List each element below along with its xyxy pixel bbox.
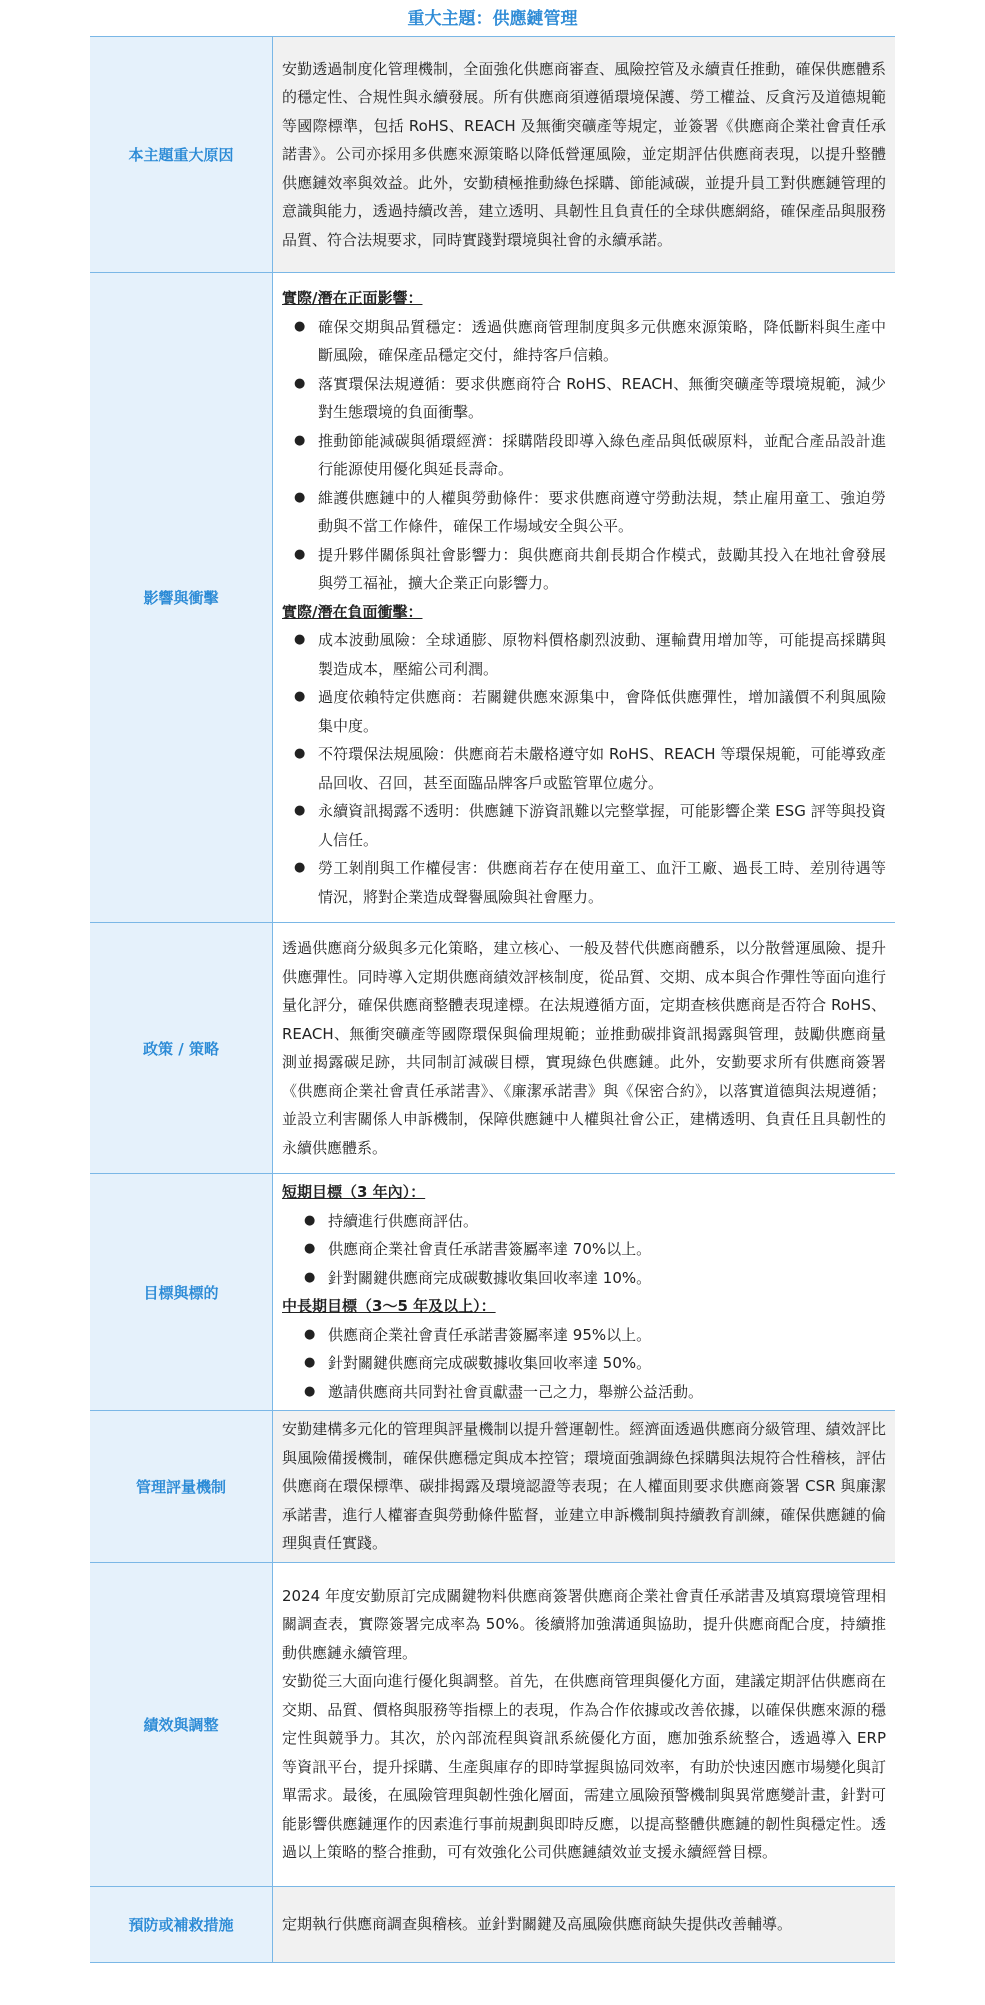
table-row	[90, 1562, 895, 1886]
list-item: ● 提升夥伴關係與社會影響力：與供應商共創長期合作模式，鼓勵其投入在地社會發展與勞工福祉，擴大企業正向影響力。	[282, 541, 886, 598]
performance-text-1: 2024 年度安勤原訂完成關鍵物料供應商簽署供應商企業社會責任承諾書及填寫環境管理相關調查表，實際簽署完成率為 50%。後續將加強溝通與協助，提升供應商配合度，持續推動供應鏈永續管理。	[282, 1586, 886, 1662]
table-row	[90, 1174, 895, 1411]
list-item: ● 供應商企業社會責任承諾書簽屬率達 70%以上。	[282, 1235, 886, 1264]
negative-heading: 實際/潛在負面衝擊：	[282, 602, 423, 621]
list-item: ● 邀請供應商共同對社會貢獻盡一己之力，舉辦公益活動。	[282, 1378, 886, 1407]
list-item: ● 不符環保法規風險：供應商若未嚴格遵守如 RoHS、REACH 等環保規範，可能導致產品回收、召回，甚至面臨品牌客戶或監管單位處分。	[282, 740, 886, 797]
list-item: ● 永續資訊揭露不透明：供應鏈下游資訊難以完整掌握，可能影響企業 ESG 評等與投資人信任。	[282, 797, 886, 854]
table-row	[90, 923, 895, 1174]
list-item: ● 針對關鍵供應商完成碳數據收集回收率達 10%。	[282, 1264, 886, 1293]
list-item: ● 確保交期與品質穩定：透過供應商管理制度與多元供應來源策略，降低斷料與生產中斷風險，確保產品穩定交付，維持客戶信賴。	[282, 313, 886, 370]
topic-table	[90, 36, 895, 1963]
list-item: ● 針對關鍵供應商完成碳數據收集回收率達 50%。	[282, 1349, 886, 1378]
list-item: ● 供應商企業社會責任承諾書簽屬率達 95%以上。	[282, 1321, 886, 1350]
table-row	[90, 273, 895, 923]
reason-text: 安勤透過制度化管理機制，全面強化供應商審查、風險控管及永續責任推動，確保供應體系的穩定性、合規性與永續發展。所有供應商須遵循環境保護、勞工權益、反貪污及道德規範等國際標準，包括 RoHS、REACH 及無衝突礦產等規定，並簽署《供應商企業社會責任承諾書》。公司亦採用多供應來源策略以降低營運風險，並定期評估供應商表現，以提升整體供應鏈效率與效益。此外，安勤積極推動綠色採購、節能減碳，並提升員工對供應鏈管理的意識與能力，透過持續改善，建立透明、具韌性且負責任的全球供應網絡，確保產品與服務品質、符合法規要求，同時實踐對環境與社會的永續承諾。	[282, 59, 886, 249]
positive-list	[282, 313, 886, 598]
row-label-reason: 本主題重大原因	[90, 37, 273, 273]
list-item: ● 勞工剝削與工作權侵害：供應商若存在使用童工、血汗工廠、過長工時、差別待遇等情況，將對企業造成聲譽風險與社會壓力。	[282, 854, 886, 911]
policy-text: 透過供應商分級與多元化策略，建立核心、一般及替代供應商體系，以分散營運風險、提升供應彈性。同時導入定期供應商績效評核制度，從品質、交期、成本與合作彈性等面向進行量化評分，確保供應商整體表現達標。在法規遵循方面，定期查核供應商是否符合 RoHS、REACH、無衝突礦產等國際環保與倫理規範；並推動碳排資訊揭露與管理，鼓勵供應商量測並揭露碳足跡，共同制訂減碳目標，實現綠色供應鏈。此外，安勤要求所有供應商簽署《供應商企業社會責任承諾書》、《廉潔承諾書》與《保密合約》，以落實道德與法規遵循；並設立利害關係人申訴機制，保障供應鏈中人權與社會公正，建構透明、負責任且具韌性的永續供應體系。	[282, 939, 886, 1157]
prevention-text: 定期執行供應商調查與稽核。並針對關鍵及高風險供應商缺失提供改善輔導。	[282, 1914, 793, 1933]
positive-heading: 實際/潛在正面影響：	[282, 289, 423, 307]
row-label-performance: 績效與調整	[90, 1562, 273, 1886]
row-label-impact: 影響與衝擊	[90, 273, 273, 923]
negative-list	[282, 626, 886, 911]
row-content-policy	[273, 923, 896, 1174]
page-title: 重大主題：供應鏈管理	[407, 9, 578, 29]
row-label-prevention: 預防或補救措施	[90, 1886, 273, 1962]
list-item: ● 成本波動風險：全球通膨、原物料價格劇烈波動、運輸費用增加等，可能提高採購與製造成本，壓縮公司利潤。	[282, 626, 886, 683]
row-content-impact	[273, 273, 896, 923]
mid-term-heading: 中長期目標（3～5 年及以上）：	[282, 1297, 496, 1315]
short-term-heading: 短期目標（3 年內）：	[282, 1183, 426, 1201]
table-row	[90, 37, 895, 273]
row-label-goals: 目標與標的	[90, 1174, 273, 1411]
list-item: ● 持續進行供應商評估。	[282, 1207, 886, 1236]
table-row	[90, 1411, 895, 1563]
performance-text-2: 安勤從三大面向進行優化與調整。首先，在供應商管理與優化方面，建議定期評估供應商在交期、品質、價格與服務等指標上的表現，作為合作依據或改善依據，以確保供應來源的穩定性與競爭力。其次，於內部流程與資訊系統優化方面，應加強系統整合，透過導入 ERP 等資訊平台，提升採購、生產與庫存的即時掌握與協同效率，有助於快速因應市場變化與訂單需求。最後，在風險管理與韌性強化層面，需建立風險預警機制與異常應變計畫，針對可能影響供應鏈運作的因素進行事前規劃與即時反應，以提高整體供應鏈的韌性與穩定性。透過以上策略的整合推動，可有效強化公司供應鏈績效並支援永續經營目標。	[282, 1672, 886, 1861]
list-item: ● 落實環保法規遵循：要求供應商符合 RoHS、REACH、無衝突礦產等環境規範，減少對生態環境的負面衝擊。	[282, 370, 886, 427]
row-label-mechanism: 管理評量機制	[90, 1411, 273, 1563]
row-content-mechanism	[273, 1411, 896, 1563]
list-item: ● 推動節能減碳與循環經濟：採購階段即導入綠色產品與低碳原料，並配合產品設計進行能源使用優化與延長壽命。	[282, 427, 886, 484]
list-item: ● 維護供應鏈中的人權與勞動條件：要求供應商遵守勞動法規，禁止雇用童工、強迫勞動與不當工作條件，確保工作場域安全與公平。	[282, 484, 886, 541]
row-content-prevention	[273, 1886, 896, 1962]
mid-term-list	[282, 1321, 886, 1407]
row-content-performance	[273, 1562, 896, 1886]
mechanism-text: 安勤建構多元化的管理與評量機制以提升營運韌性。經濟面透過供應商分級管理、績效評比與風險備援機制，確保供應穩定與成本控管；環境面強調綠色採購與法規符合性稽核，評估供應商在環保標準、碳排揭露及環境認證等表現；在人權面則要求供應商簽署 CSR 與廉潔承諾書，進行人權審查與勞動條件監督，並建立申訴機制與持續教育訓練，確保供應鏈的倫理與責任實踐。	[282, 1420, 886, 1552]
short-term-list	[282, 1207, 886, 1293]
row-content-goals	[273, 1174, 896, 1411]
row-label-policy: 政策 / 策略	[90, 923, 273, 1174]
table-row	[90, 1886, 895, 1962]
list-item: ● 過度依賴特定供應商：若關鍵供應來源集中，會降低供應彈性，增加議價不利與風險集中度。	[282, 683, 886, 740]
row-content-reason	[273, 37, 896, 273]
